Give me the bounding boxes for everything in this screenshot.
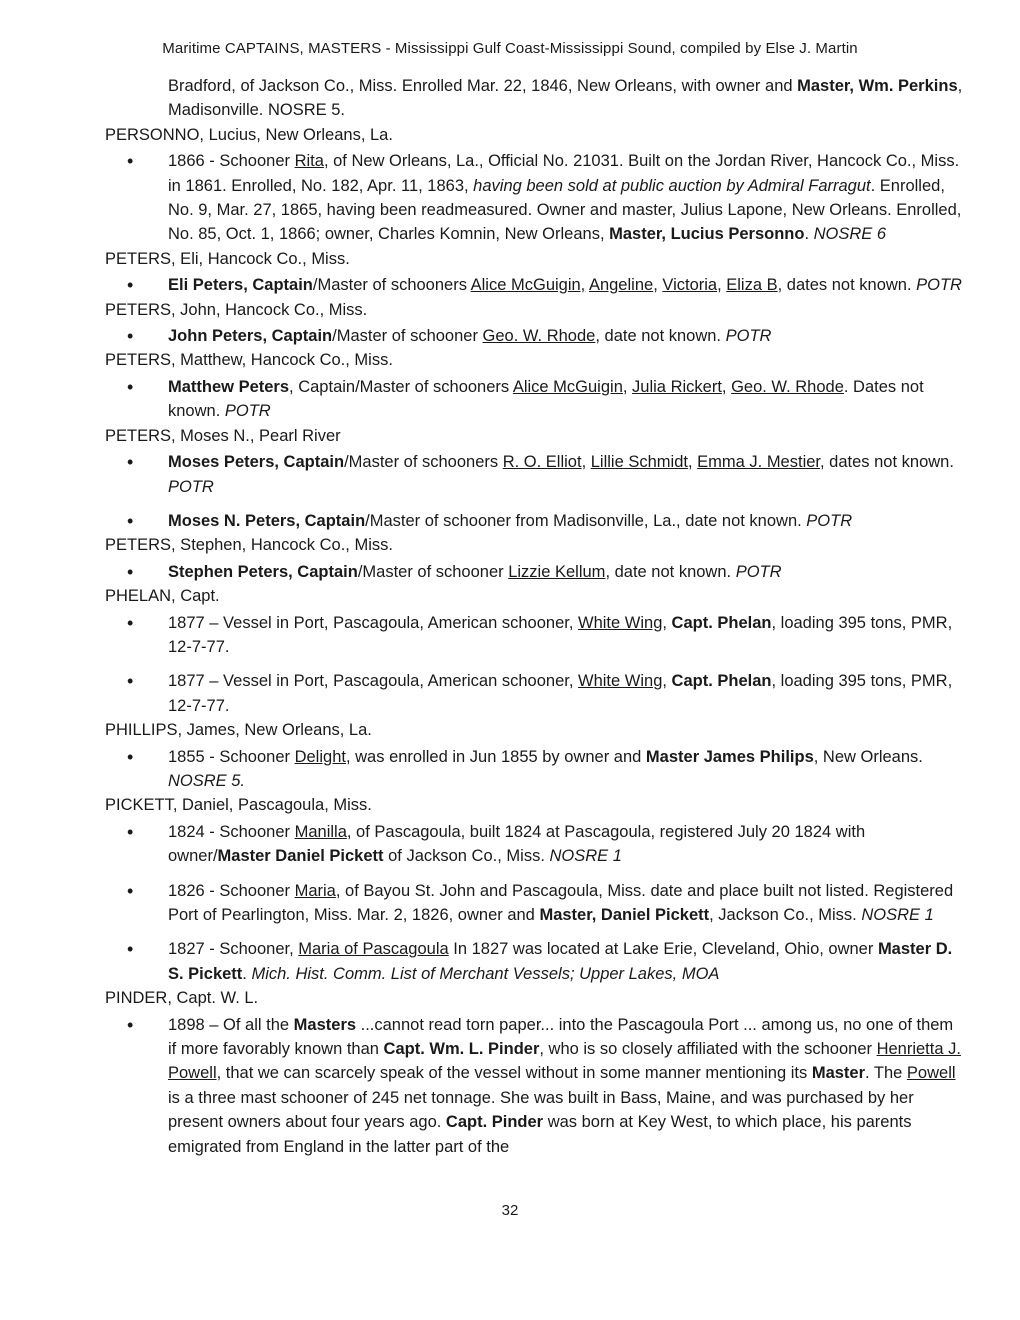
entry-name-pickett: PICKETT, Daniel, Pascagoula, Miss. [105,796,372,815]
list-item: • 1826 - Schooner Maria, of Bayou St. John and Pascagoula, Miss. date and place built not listed. Registered Port of Pearlington, Miss. Mar. 2, 1826, owner and Master, Daniel Pickett, Jackson Co., Miss. NOSRE 1 [105,879,965,928]
entry-list-peters-moses [105,450,965,533]
entry-list-phillips [105,745,965,794]
list-item: • Moses N. Peters, Captain/Master of schooner from Madisonville, La., date not known. POTR [105,509,965,533]
list-item: • 1898 – Of all the Masters ...cannot read torn paper... into the Pascagoula Port ... among us, no one of them if more favorably known than Capt. Wm. L. Pinder, who is so closely affiliated with the schooner Henrietta J. Powell, that we can scarcely speak of the vessel without in some manner mentioning its Master. The Powell is a three mast schooner of 245 net tonnage. She was built in Bass, Maine, and was purchased by her present owners about four years ago. Capt. Pinder was born at Key West, to which place, his parents emigrated from England in the latter part of the [105,1013,965,1159]
entry-list-peters-eli [105,273,965,297]
list-item: • John Peters, Captain/Master of schooner Geo. W. Rhode, date not known. POTR [105,324,965,348]
list-item: • 1827 - Schooner, Maria of Pascagoula In 1827 was located at Lake Erie, Cleveland, Ohio, owner Master D. S. Pickett. Mich. Hist. Comm. List of Merchant Vessels; Upper Lakes, MOA [105,937,965,986]
document-body [105,74,965,1159]
list-item: • 1824 - Schooner Manilla, of Pascagoula, built 1824 at Pascagoula, registered July 20 1824 with owner/Master Daniel Pickett of Jackson Co., Miss. NOSRE 1 [105,820,965,869]
entry-list-peters-stephen [105,560,965,584]
entry-list-pickett [105,820,965,986]
entry-name-peters-stephen: PETERS, Stephen, Hancock Co., Miss. [105,536,393,555]
entry-name-pinder: PINDER, Capt. W. L. [105,989,259,1008]
entry-name-personno: PERSONNO, Lucius, New Orleans, La. [105,125,393,144]
entry-list-pinder [105,1013,965,1159]
entry-list-peters-john [105,324,965,348]
entry-list-peters-matthew [105,375,965,424]
list-item: • 1877 – Vessel in Port, Pascagoula, American schooner, White Wing, Capt. Phelan, loading 395 tons, PMR, 12-7-77. [105,669,965,718]
entry-name-peters-john: PETERS, John, Hancock Co., Miss. [105,300,368,319]
entry-name-peters-matthew: PETERS, Matthew, Hancock Co., Miss. [105,351,393,370]
continued-entry: Bradford, of Jackson Co., Miss. Enrolled Mar. 22, 1846, New Orleans, with owner and Master, Wm. Perkins, Madisonville. NOSRE 5. [168,77,963,120]
page-header: Maritime CAPTAINS, MASTERS - Mississippi Gulf Coast-Mississippi Sound, compiled by Else J. Martin [162,40,858,57]
entry-list-personno [105,149,965,247]
entry-name-peters-eli: PETERS, Eli, Hancock Co., Miss. [105,249,350,268]
list-item: • Stephen Peters, Captain/Master of schooner Lizzie Kellum, date not known. POTR [105,560,965,584]
entry-list-phelan [105,611,965,719]
entry-name-phelan: PHELAN, Capt. [105,587,220,606]
entry-name-phillips: PHILLIPS, James, New Orleans, La. [105,721,372,740]
list-item: • 1877 – Vessel in Port, Pascagoula, American schooner, White Wing, Capt. Phelan, loading 395 tons, PMR, 12-7-77. [105,611,965,660]
list-item: • Matthew Peters, Captain/Master of schooners Alice McGuigin, Julia Rickert, Geo. W. Rhode. Dates not known. POTR [105,375,965,424]
list-item: • 1855 - Schooner Delight, was enrolled in Jun 1855 by owner and Master James Philips, New Orleans. NOSRE 5. [105,745,965,794]
list-item: • 1866 - Schooner Rita, of New Orleans, La., Official No. 21031. Built on the Jordan River, Hancock Co., Miss. in 1861. Enrolled, No. 182, Apr. 11, 1863, having been sold at public auction by Admiral Farragut. Enrolled, No. 9, Mar. 27, 1865, having been readmeasured. Owner and master, Julius Lapone, New Orleans. Enrolled, No. 85, Oct. 1, 1866; owner, Charles Komnin, New Orleans, Master, Lucius Personno. NOSRE 6 [105,149,965,247]
page-number: 32 [501,1202,519,1219]
entry-name-peters-moses: PETERS, Moses N., Pearl River [105,426,341,445]
list-item: • Moses Peters, Captain/Master of schooners R. O. Elliot, Lillie Schmidt, Emma J. Mestier, dates not known. POTR [105,450,965,499]
list-item: • Eli Peters, Captain/Master of schooners Alice McGuigin, Angeline, Victoria, Eliza B, dates not known. POTR [105,273,965,297]
